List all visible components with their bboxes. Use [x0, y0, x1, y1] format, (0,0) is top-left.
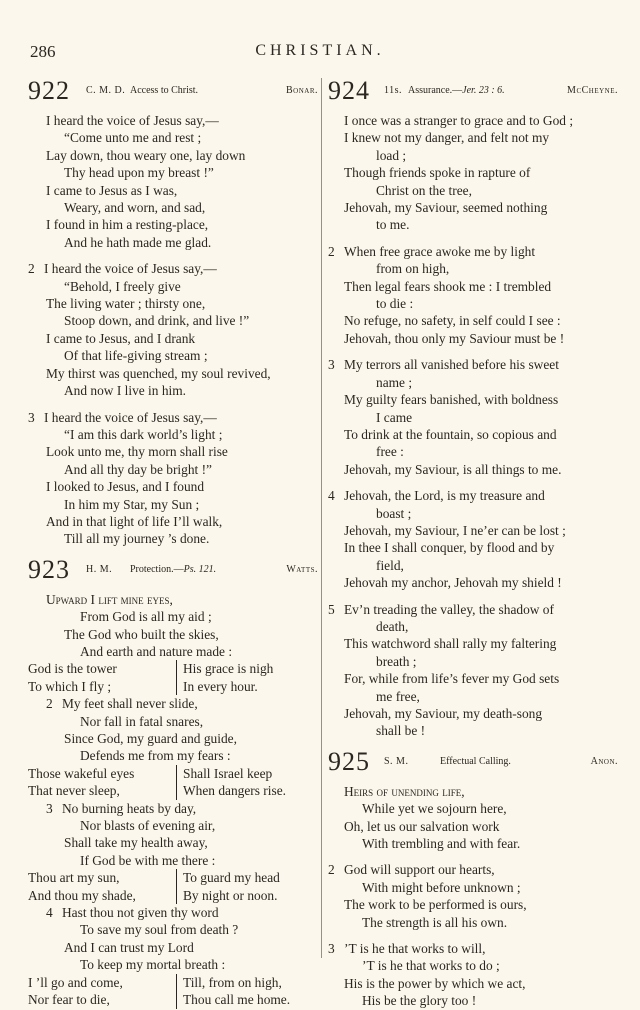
- verse-line: Jehovah, my Saviour, my death-song: [344, 706, 543, 721]
- hymn-meter: S. M.: [384, 755, 409, 767]
- hymn-923-stanza-4: [28, 904, 318, 1008]
- verse-line: from on high,: [376, 261, 450, 277]
- verse-line: From God is all my aid ;: [80, 609, 212, 625]
- verse-line: My thirst was quenched, my soul revived,: [46, 365, 271, 381]
- hymn-922-stanza-2: [28, 260, 318, 399]
- verse-line: I heard the voice of Jesus say,—: [44, 409, 217, 425]
- stanza-number: 3: [328, 941, 335, 957]
- verse-line: name ;: [376, 374, 413, 390]
- verse-line: I heard the voice of Jesus say,—: [46, 113, 219, 128]
- verse-line: Thy head upon my breast !”: [64, 165, 214, 181]
- hymn-number: 922: [28, 76, 70, 105]
- verse-line: My terrors all vanished before his sweet: [344, 357, 559, 373]
- verse-line: Then legal fears shook me : I trembled: [344, 278, 552, 294]
- split-line: To which I fly ; In every hour.: [28, 678, 258, 694]
- page-header: [0, 40, 640, 62]
- hymn-number: 925: [328, 746, 370, 776]
- hymn-925-stanza-3: [328, 940, 618, 1010]
- hymn-923-stanza-3: [28, 800, 318, 904]
- hymn-923-stanza-2: [28, 695, 318, 799]
- split-line: Nor fear to die, Thou call me home.: [28, 992, 291, 1008]
- verse-line: Christ on the tree,: [376, 182, 472, 198]
- stanza-number: 2: [46, 696, 53, 712]
- verse-line: Jehovah my anchor, Jehovah my shield !: [344, 575, 562, 591]
- stanza-number: 3: [28, 409, 35, 425]
- verse-line: Jehovah, thou only my Saviour must be !: [344, 330, 565, 346]
- verse-line: And he hath made me glad.: [64, 234, 212, 250]
- verse-line: Weary, and worn, and sad,: [64, 200, 206, 216]
- verse-line: Ev’n treading the valley, the shadow of: [344, 601, 554, 617]
- verse-line: “I am this dark world’s light ;: [64, 426, 223, 442]
- verse-line: ’T is he that works to do ;: [362, 958, 500, 974]
- verse-line: And all thy day be bright !”: [64, 461, 213, 477]
- hymn-924-stanza-1: [328, 112, 618, 234]
- verse-line: Nor fall in fatal snares,: [80, 713, 204, 729]
- verse-line: Jehovah, my Saviour, I ne’er can be lost ;: [344, 522, 566, 538]
- verse-line: With might before unknown ;: [362, 879, 521, 895]
- verse-line: I knew not my danger, and felt not my: [344, 130, 550, 146]
- verse-line: And in that light of life I’ll walk,: [46, 513, 223, 529]
- hymn-author: McCheyne.: [567, 85, 618, 96]
- verse-line: And earth and nature made :: [80, 643, 233, 659]
- verse-line: Since God, my guard and guide,: [64, 731, 237, 746]
- hymn-title: Access to Christ.: [130, 85, 199, 96]
- verse-line: shall be !: [376, 723, 426, 739]
- split-line: Those wakeful eyes Shall Israel keep: [28, 765, 273, 781]
- verse-line: free :: [376, 444, 404, 460]
- verse-line: In thee I shall conquer, by flood and by: [344, 540, 555, 556]
- hymn-925-stanza-1: [328, 783, 618, 853]
- verse-line: His is the power by which we act,: [344, 975, 526, 991]
- stanza-number: 4: [46, 905, 53, 921]
- verse-line: For, while from life’s fever my God sets: [344, 671, 560, 687]
- split-line: I ’ll go and come, Till, from on high,: [28, 974, 282, 990]
- right-column: [328, 78, 618, 1010]
- hymn-924-heading: [328, 78, 618, 112]
- verse-line: boast ;: [376, 505, 412, 521]
- running-title: CHRISTIAN.: [255, 42, 385, 59]
- hymn-922-stanza-1: [28, 112, 318, 251]
- hymn-author: Bonar.: [285, 85, 318, 96]
- verse-line: If God be with me there :: [80, 852, 216, 868]
- verse-line: While yet we sojourn here,: [362, 801, 507, 817]
- hymn-title: Effectual Calling.: [440, 755, 511, 767]
- verse-line: God will support our hearts,: [344, 862, 495, 878]
- verse-line: Jehovah, the Lord, is my treasure and: [344, 488, 545, 504]
- verse-line: to me.: [376, 217, 410, 233]
- verse-line: Look unto me, thy morn shall rise: [46, 444, 228, 460]
- verse-line: Shall take my health away,: [64, 835, 208, 851]
- hymn-meter: 11s.: [384, 85, 403, 96]
- hymn-number: 923: [28, 554, 70, 584]
- verse-line: This watchword shall rally my faltering: [344, 636, 557, 652]
- verse-line: I came to Jesus as I was,: [46, 182, 178, 198]
- scripture-reference: Ps. 121.: [183, 563, 217, 575]
- hymn-title: Protection.—Ps. 121.: [130, 563, 217, 575]
- hymn-meter: H. M.: [86, 563, 113, 575]
- scripture-reference: Jer. 23 : 6.: [462, 85, 505, 96]
- stanza-number: 4: [328, 488, 335, 504]
- hymn-meter: C. M. D.: [86, 85, 126, 96]
- page-number: 286: [30, 42, 56, 61]
- verse-line: I heard the voice of Jesus say,—: [44, 261, 217, 277]
- verse-line: My guilty fears banished, with boldness: [344, 392, 559, 408]
- stanza-number: 2: [328, 243, 335, 259]
- hymn-number: 924: [328, 76, 370, 105]
- hymn-924-stanza-4: [328, 487, 618, 591]
- verse-line: ’T is he that works to will,: [344, 941, 486, 957]
- verse-line: “Behold, I freely give: [64, 278, 181, 294]
- verse-line: to die :: [376, 296, 414, 312]
- verse-line: Hast thou not given thy word: [62, 905, 219, 921]
- verse-line: My feet shall never slide,: [62, 696, 198, 712]
- split-line: And thou my shade, By night or noon.: [28, 887, 278, 903]
- split-line: God is the tower His grace is nigh: [28, 661, 274, 677]
- hymn-923-stanza-1: [28, 591, 318, 695]
- verse-line: The work to be performed is ours,: [344, 897, 527, 913]
- hymn-author: Watts.: [286, 563, 318, 575]
- verse-line: And now I live in him.: [64, 383, 186, 399]
- verse-line: Nor blasts of evening air,: [80, 818, 216, 834]
- verse-line: Jehovah, my Saviour, seemed nothing: [344, 200, 548, 216]
- hymn-title: Assurance.—Jer. 23 : 6.: [408, 85, 505, 96]
- verse-line: me free,: [376, 688, 420, 704]
- verse-line: The strength is all his own.: [362, 914, 508, 930]
- verse-line: With trembling and with fear.: [362, 836, 521, 852]
- verse-line: “Come unto me and rest ;: [64, 130, 202, 146]
- verse-line: And I can trust my Lord: [64, 939, 194, 955]
- verse-line: Upward I lift mine eyes,: [46, 591, 173, 607]
- verse-line: The God who built the skies,: [64, 626, 219, 642]
- hymn-924-stanza-5: [328, 601, 618, 740]
- hymn-925-heading: [328, 746, 618, 783]
- verse-line: Oh, let us our salvation work: [344, 818, 500, 834]
- verse-line: No burning heats by day,: [62, 800, 197, 816]
- split-line: Thou art my sun, To guard my head: [28, 870, 280, 886]
- verse-line: death,: [376, 618, 409, 634]
- verse-line: Stoop down, and drink, and live !”: [64, 313, 250, 329]
- verse-line: Jehovah, my Saviour, is all things to me.: [344, 461, 562, 477]
- verse-line: I once was a stranger to grace and to God ;: [344, 113, 574, 128]
- hymn-922-heading: [28, 78, 318, 112]
- hymn-922-stanza-3: [28, 409, 318, 548]
- verse-line: I came: [376, 409, 413, 425]
- verse-line: His be the glory too !: [362, 993, 477, 1009]
- verse-line: In him my Star, my Sun ;: [64, 496, 200, 512]
- verse-line: I looked to Jesus, and I found: [46, 479, 205, 495]
- stanza-number: 2: [328, 862, 335, 878]
- hymn-925-stanza-2: [328, 861, 618, 931]
- verse-line: Of that life-giving stream ;: [64, 348, 208, 364]
- hymn-author: Anon.: [590, 755, 618, 767]
- verse-line: Though friends spoke in rapture of: [344, 165, 531, 181]
- verse-line: Lay down, thou weary one, lay down: [46, 147, 246, 163]
- verse-line: breath ;: [376, 653, 417, 669]
- split-line: That never sleep, When dangers rise.: [28, 783, 286, 799]
- hymn-924-stanza-2: [328, 243, 618, 347]
- verse-line: To save my soul from death ?: [80, 922, 239, 938]
- verse-line: When free grace awoke me by light: [344, 243, 536, 259]
- verse-line: load ;: [376, 147, 407, 163]
- verse-line: Heirs of unending life,: [344, 783, 465, 799]
- stanza-number: 3: [46, 800, 53, 816]
- verse-line: Till all my journey ’s done.: [64, 531, 210, 547]
- verse-line: field,: [376, 557, 404, 573]
- verse-line: I came to Jesus, and I drank: [46, 330, 196, 346]
- verse-line: The living water ; thirsty one,: [46, 296, 206, 312]
- verse-line: No refuge, no safety, in self could I see :: [344, 313, 561, 329]
- hymn-924-stanza-3: [328, 356, 618, 478]
- stanza-number: 5: [328, 601, 335, 617]
- left-column: [28, 78, 318, 1009]
- verse-line: To keep my mortal breath :: [80, 957, 226, 973]
- verse-line: To drink at the fountain, so copious and: [344, 426, 557, 442]
- verse-line: I found in him a resting-place,: [46, 217, 209, 233]
- stanza-number: 3: [328, 357, 335, 373]
- column-divider: [321, 78, 322, 958]
- stanza-number: 2: [28, 261, 35, 277]
- hymn-923-heading: [28, 554, 318, 591]
- verse-line: Defends me from my fears :: [80, 748, 231, 764]
